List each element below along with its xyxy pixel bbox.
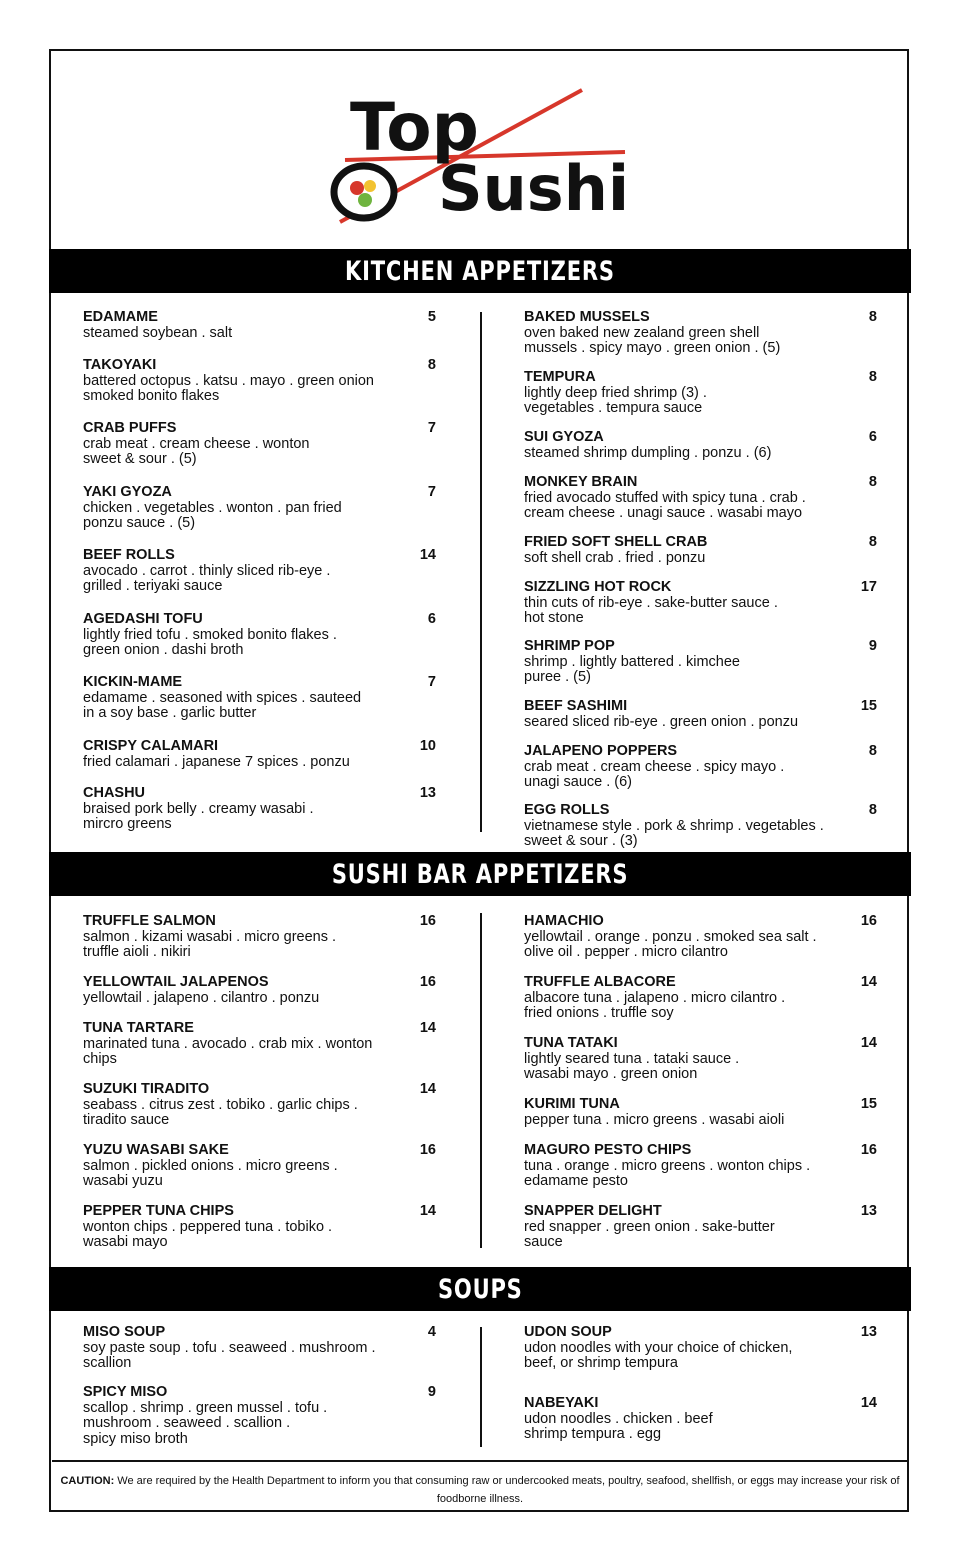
menu-item (83, 675, 428, 722)
menu-item (83, 1021, 428, 1068)
menu-item-name: BAKED MUSSELS (524, 309, 650, 325)
menu-item (524, 975, 869, 1022)
caution-label: CAUTION: (60, 1475, 115, 1487)
menu-item-price: 16 (419, 1142, 436, 1158)
menu-item-price: 14 (860, 1395, 877, 1411)
menu-item-description: wonton chips . peppered tuna . tobiko . wasabi mayo (83, 1218, 333, 1250)
menu-item-name: CHASHU (83, 785, 146, 801)
menu-item-description: crab meat . cream cheese . spicy mayo . unagi sauce . (6) (524, 758, 785, 790)
menu-item-name: BEEF SASHIMI (524, 698, 628, 714)
menu-item-description: vietnamese style . pork & shrimp . vegetables . sweet & sour . (3) (524, 817, 824, 849)
menu-item-description: fried calamari . japanese 7 spices . ponzu (83, 753, 350, 770)
menu-item (524, 914, 869, 961)
menu-item-price: 14 (419, 1020, 436, 1036)
menu-item-name: TRUFFLE ALBACORE (524, 974, 676, 990)
sushi-roll-icon (334, 166, 394, 218)
logo-word-sushi: Sushi (438, 152, 630, 225)
menu-item (524, 1325, 869, 1372)
soups-column-divider (480, 1327, 482, 1447)
menu-item-price: 8 (868, 474, 877, 490)
section-kitchen-appetizers: KITCHEN APPETIZERS (49, 249, 911, 293)
menu-item-price: 7 (427, 674, 436, 690)
menu-item-price: 16 (419, 913, 436, 929)
menu-item (524, 580, 869, 627)
menu-item-name: KURIMI TUNA (524, 1096, 620, 1112)
menu-item (83, 548, 428, 595)
menu-item (83, 1143, 428, 1190)
menu-item-name: SHRIMP POP (524, 638, 615, 654)
menu-item-price: 7 (427, 420, 436, 436)
menu-item-description: shrimp . lightly battered . kimchee puree . (5) (524, 653, 740, 685)
menu-item-price: 13 (419, 785, 436, 801)
menu-item (83, 1082, 428, 1129)
sushi-column-divider (480, 913, 482, 1248)
menu-item (83, 485, 428, 532)
menu-item-description: steamed soybean . salt (83, 324, 233, 341)
menu-item (83, 786, 428, 833)
health-caution (52, 1460, 908, 1508)
menu-item-description: soft shell crab . fried . ponzu (524, 549, 706, 566)
menu-item (524, 310, 869, 357)
section-sushi-bar-appetizers: SUSHI BAR APPETIZERS (49, 852, 911, 896)
menu-item-description: albacore tuna . jalapeno . micro cilantro . fried onions . truffle soy (524, 989, 786, 1021)
menu-item-price: 14 (860, 1035, 877, 1051)
menu-item-name: SUZUKI TIRADITO (83, 1081, 210, 1097)
menu-item (524, 535, 869, 566)
menu-item-name: CRISPY CALAMARI (83, 738, 219, 754)
menu-item-name: SUI GYOZA (524, 429, 604, 445)
menu-item-price: 15 (860, 698, 877, 714)
menu-item-price: 9 (427, 1384, 436, 1400)
menu-item-name: SPICY MISO (83, 1384, 168, 1400)
menu-item-price: 7 (427, 484, 436, 500)
menu-item-name: JALAPENO POPPERS (524, 743, 678, 759)
menu-item (524, 1097, 869, 1128)
menu-item (524, 803, 869, 850)
menu-item-price: 14 (419, 1203, 436, 1219)
menu-item-description: salmon . kizami wasabi . micro greens . truffle aioli . nikiri (83, 928, 337, 960)
menu-item-price: 16 (419, 974, 436, 990)
menu-item-price: 16 (860, 913, 877, 929)
menu-item-name: PEPPER TUNA CHIPS (83, 1203, 234, 1219)
menu-item-name: EGG ROLLS (524, 802, 610, 818)
menu-item-price: 13 (860, 1324, 877, 1340)
menu-item (83, 1325, 428, 1372)
kitchen-column-divider (480, 312, 482, 832)
menu-item-name: TRUFFLE SALMON (83, 913, 216, 929)
menu-item-price: 10 (419, 738, 436, 754)
menu-item-description: tuna . orange . micro greens . wonton chips . edamame pesto (524, 1157, 811, 1189)
menu-item-name: FRIED SOFT SHELL CRAB (524, 534, 708, 550)
menu-item-name: NABEYAKI (524, 1395, 599, 1411)
menu-item-description: chicken . vegetables . wonton . pan fried ponzu sauce . (5) (83, 499, 342, 531)
menu-item-description: udon noodles . chicken . beef shrimp tempura . egg (524, 1410, 713, 1442)
menu-item (524, 475, 869, 522)
menu-item (524, 1036, 869, 1083)
menu-item-price: 8 (868, 802, 877, 818)
menu-item-price: 6 (868, 429, 877, 445)
menu-item-price: 8 (868, 369, 877, 385)
menu-item-name: CRAB PUFFS (83, 420, 177, 436)
top-sushi-logo (320, 80, 640, 240)
menu-item (524, 744, 869, 791)
menu-item-price: 14 (419, 547, 436, 563)
menu-item-description: lightly seared tuna . tataki sauce . wasabi mayo . green onion (524, 1050, 740, 1082)
logo-word-top: Top (350, 89, 479, 166)
menu-item-description: seared sliced rib-eye . green onion . ponzu (524, 713, 799, 730)
menu-item-name: TEMPURA (524, 369, 596, 385)
menu-item (524, 1396, 869, 1443)
menu-item-description: lightly fried tofu . smoked bonito flakes . green onion . dashi broth (83, 626, 337, 658)
menu-item (83, 310, 428, 341)
menu-item-price: 8 (868, 309, 877, 325)
menu-item-name: TUNA TATAKI (524, 1035, 618, 1051)
menu-item-price: 14 (860, 974, 877, 990)
menu-item-name: SNAPPER DELIGHT (524, 1203, 662, 1219)
menu-item-price: 4 (427, 1324, 436, 1340)
menu-item (83, 421, 428, 468)
menu-item-price: 14 (419, 1081, 436, 1097)
menu-item-name: TUNA TARTARE (83, 1020, 194, 1036)
menu-item-description: red snapper . green onion . sake-butter sauce (524, 1218, 775, 1250)
menu-item-price: 17 (860, 579, 877, 595)
menu-item (83, 1385, 428, 1447)
menu-item-price: 8 (868, 534, 877, 550)
menu-item-name: BEEF ROLLS (83, 547, 175, 563)
menu-item-description: yellowtail . jalapeno . cilantro . ponzu (83, 989, 320, 1006)
menu-item-description: scallop . shrimp . green mussel . tofu . mushroom . seaweed . scallion . spicy miso broth (83, 1399, 328, 1447)
menu-item-name: YUZU WASABI SAKE (83, 1142, 229, 1158)
menu-item (83, 914, 428, 961)
menu-item (83, 1204, 428, 1251)
menu-item-description: crab meat . cream cheese . wonton sweet & sour . (5) (83, 435, 310, 467)
menu-item-description: braised pork belly . creamy wasabi . mircro greens (83, 800, 314, 832)
menu-item (524, 699, 869, 730)
menu-item-price: 15 (860, 1096, 877, 1112)
menu-item-description: avocado . carrot . thinly sliced rib-eye . grilled . teriyaki sauce (83, 562, 331, 594)
section-soups: SOUPS (49, 1267, 911, 1311)
menu-item-name: MISO SOUP (83, 1324, 166, 1340)
menu-item-description: steamed shrimp dumpling . ponzu . (6) (524, 444, 772, 461)
menu-item (524, 1143, 869, 1190)
menu-item-description: edamame . seasoned with spices . sauteed in a soy base . garlic butter (83, 689, 362, 721)
menu-item (83, 612, 428, 659)
menu-item-price: 8 (868, 743, 877, 759)
menu-item (83, 975, 428, 1006)
menu-item-description: udon noodles with your choice of chicken, beef, or shrimp tempura (524, 1339, 793, 1371)
menu-item-price: 13 (860, 1203, 877, 1219)
menu-item-description: thin cuts of rib-eye . sake-butter sauce . hot stone (524, 594, 778, 626)
menu-item-description: lightly deep fried shrimp (3) . vegetables . tempura sauce (524, 384, 707, 416)
menu-item-description: fried avocado stuffed with spicy tuna . crab . cream cheese . unagi sauce . wasabi mayo (524, 489, 806, 521)
menu-item-description: battered octopus . katsu . mayo . green onion smoked bonito flakes (83, 372, 374, 404)
menu-item-description: seabass . citrus zest . tobiko . garlic chips . tiradito sauce (83, 1096, 358, 1128)
menu-item-price: 9 (868, 638, 877, 654)
menu-item-name: TAKOYAKI (83, 357, 157, 373)
menu-item-price: 6 (427, 611, 436, 627)
menu-item (524, 1204, 869, 1251)
menu-item-name: AGEDASHI TOFU (83, 611, 203, 627)
menu-item (524, 430, 869, 461)
menu-item-name: SIZZLING HOT ROCK (524, 579, 672, 595)
menu-item (83, 358, 428, 405)
menu-item-name: UDON SOUP (524, 1324, 612, 1340)
menu-item-description: yellowtail . orange . ponzu . smoked sea salt . olive oil . pepper . micro cilantro (524, 928, 817, 960)
menu-item-price: 16 (860, 1142, 877, 1158)
menu-item-description: soy paste soup . tofu . seaweed . mushroom . scallion (83, 1339, 376, 1371)
menu-item-name: KICKIN-MAME (83, 674, 183, 690)
menu-item (83, 739, 428, 770)
caution-text: We are required by the Health Department to inform you that consuming raw or undercooked meats, poultry, seafood, shellfish, or eggs may increase your risk of foodborne illness. (114, 1475, 900, 1505)
menu-item-name: HAMACHIO (524, 913, 604, 929)
menu-item-name: YELLOWTAIL JALAPENOS (83, 974, 269, 990)
menu-item-name: YAKI GYOZA (83, 484, 172, 500)
menu-item-price: 5 (427, 309, 436, 325)
menu-item-name: MAGURO PESTO CHIPS (524, 1142, 692, 1158)
menu-item (524, 639, 869, 686)
menu-item-description: marinated tuna . avocado . crab mix . wonton chips (83, 1035, 373, 1067)
menu-item (524, 370, 869, 417)
menu-item-description: pepper tuna . micro greens . wasabi aioli (524, 1111, 785, 1128)
menu-item-description: oven baked new zealand green shell mussels . spicy mayo . green onion . (5) (524, 324, 781, 356)
menu-item-name: MONKEY BRAIN (524, 474, 638, 490)
menu-item-name: EDAMAME (83, 309, 158, 325)
menu-item-description: salmon . pickled onions . micro greens . wasabi yuzu (83, 1157, 338, 1189)
menu-item-price: 8 (427, 357, 436, 373)
